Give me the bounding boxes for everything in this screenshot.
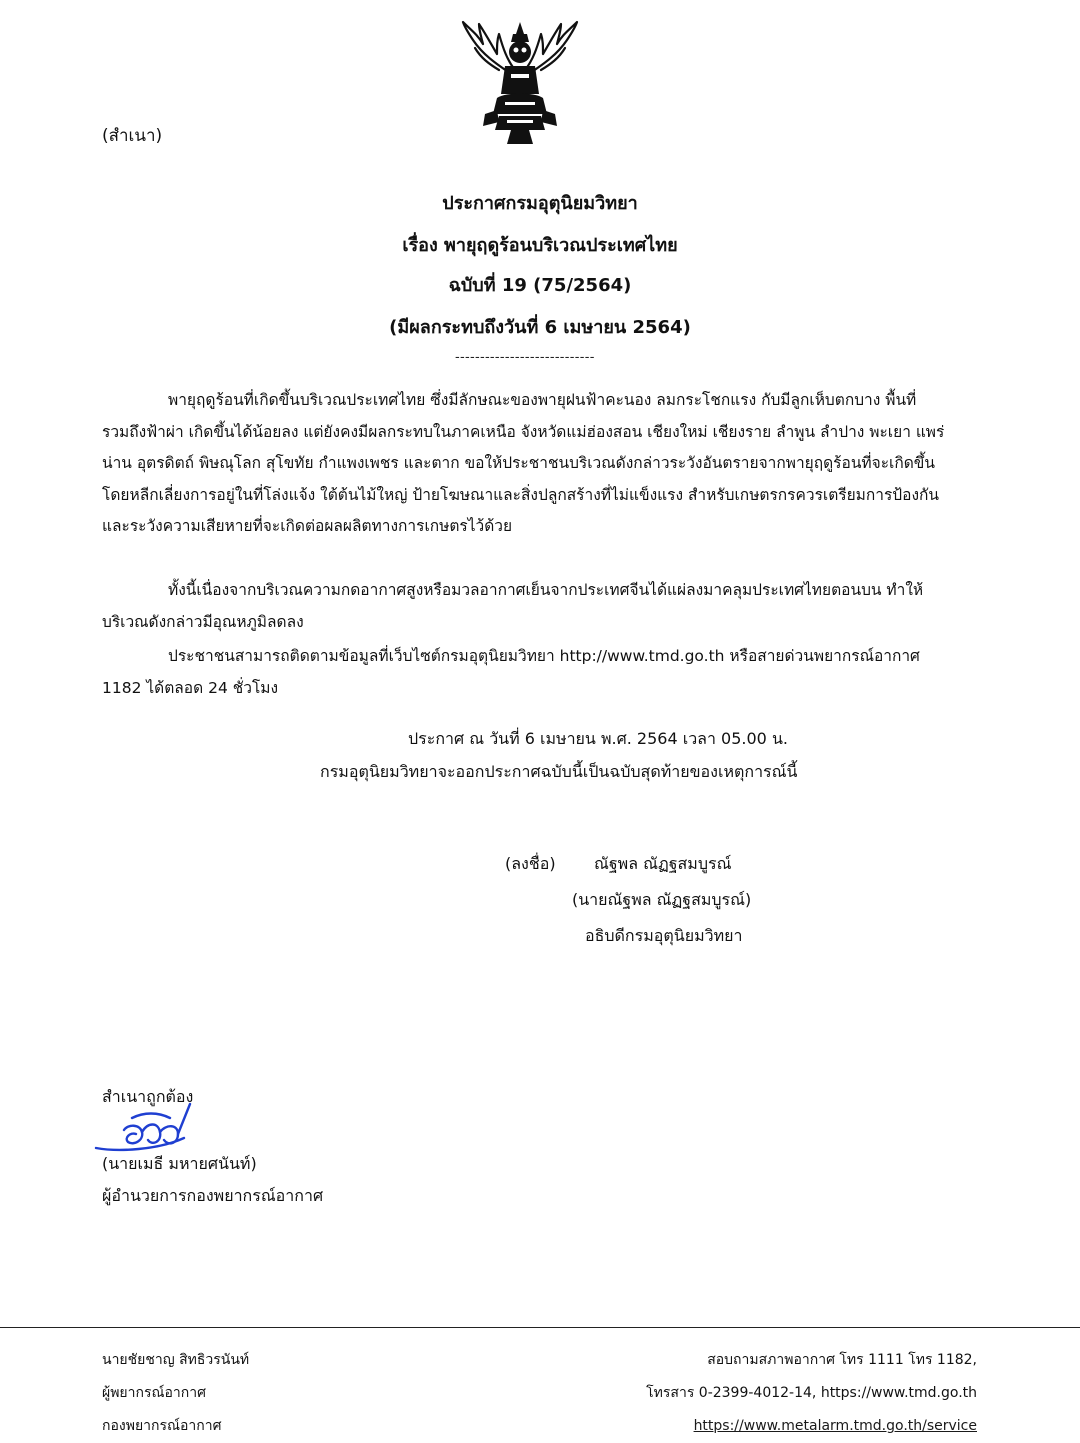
- paragraph-line: น่าน อุตรดิตถ์ พิษณุโลก สุโขทัย กำแพงเพชร และตาก ขอให้ประชาชนบริเวณดังกล่าวระวังอันตรายจากพายุฤดูร้อนที่จะเกิดขึ้น: [102, 454, 935, 472]
- forecaster-name: นายชัยชาญ สิทธิวรนันท์: [102, 1352, 250, 1368]
- footer-contact-block: [646, 1344, 977, 1443]
- footer-forecaster-block: [102, 1344, 249, 1443]
- paragraph-line: 1182 ได้ตลอด 24 ชั่วโมง: [102, 678, 279, 697]
- announcement-title: ประกาศกรมอุตุนิยมวิทยา: [442, 193, 638, 214]
- certifier-position: ผู้อำนวยการกองพยากรณ์อากาศ: [102, 1186, 324, 1205]
- signatory-position: อธิบดีกรมอุตุนิยมวิทยา: [585, 926, 743, 945]
- forecaster-title: ผู้พยากรณ์อากาศ: [102, 1385, 206, 1401]
- paragraph-line: รวมถึงฟ้าผ่า เกิดขึ้นได้น้อยลง แต่ยังคงมีผลกระทบในภาคเหนือ จังหวัดแม่ฮ่องสอน เชียงใหม่ เชียงราย ลำพูน ลำปาง พะเยา แพร่: [102, 422, 945, 441]
- body-paragraph-contact: [102, 641, 978, 704]
- paragraph-line: ประชาชนสามารถติดตามข้อมูลที่เว็บไซต์กรมอุตุนิยมวิทยา http://www.tmd.go.th หรือสายด่วนพยากรณ์อากาศ: [168, 647, 920, 665]
- header-separator: ----------------------------: [455, 350, 595, 365]
- metalarm-service-link[interactable]: https://www.metalarm.tmd.go.th/service: [693, 1418, 977, 1434]
- announcement-datetime: ประกาศ ณ วันที่ 6 เมษายน พ.ศ. 2564 เวลา 05.00 น.: [408, 729, 788, 748]
- paragraph-line: โดยหลีกเลี่ยงการอยู่ในที่โล่งแจ้ง ใต้ต้นไม้ใหญ่ ป้ายโฆษณาและสิ่งปลูกสร้างที่ไม่แข็งแรง สำหรับเกษตรกรควรเตรียมการป้องกัน: [102, 485, 940, 504]
- handwritten-signature-icon: [88, 1100, 198, 1160]
- copy-mark: (สำเนา): [102, 126, 163, 146]
- signature-label: (ลงชื่อ): [505, 854, 556, 873]
- certified-copy-label: สำเนาถูกต้อง: [102, 1087, 194, 1106]
- contact-fax-website: โทรสาร 0-2399-4012-14, https://www.tmd.go.th: [646, 1385, 977, 1401]
- body-paragraph-warning: [102, 385, 978, 543]
- contact-phone: สอบถามสภาพอากาศ โทร 1111 โทร 1182,: [707, 1352, 977, 1368]
- final-issue-note: กรมอุตุนิยมวิทยาจะออกประกาศฉบับนี้เป็นฉบับสุดท้ายของเหตุการณ์นี้: [320, 762, 798, 781]
- certifier-name: (นายเมธี มหายศนันท์): [102, 1154, 257, 1173]
- paragraph-line: ทั้งนี้เนื่องจากบริเวณความกดอากาศสูงหรือมวลอากาศเย็นจากประเทศจีนได้แผ่ลงมาคลุมประเทศไทยตอนบน ทำให้: [168, 581, 924, 599]
- announcement-effective-date: (มีผลกระทบถึงวันที่ 6 เมษายน 2564): [389, 317, 691, 338]
- paragraph-line: พายุฤดูร้อนที่เกิดขึ้นบริเวณประเทศไทย ซึ่งมีลักษณะของพายุฝนฟ้าคะนอง ลมกระโชกแรง กับมีลูกเห็บตกบาง พื้นที่: [168, 391, 917, 409]
- garuda-emblem-icon: [455, 18, 585, 150]
- announcement-issue-number: ฉบับที่ 19 (75/2564): [448, 275, 632, 296]
- body-paragraph-cause: [102, 575, 978, 638]
- footer-divider: [0, 1327, 1080, 1328]
- signatory-name: ณัฐพล ณัฏฐสมบูรณ์: [594, 854, 732, 873]
- announcement-subject: เรื่อง พายุฤดูร้อนบริเวณประเทศไทย: [402, 235, 678, 256]
- paragraph-line: และระวังความเสียหายที่จะเกิดต่อผลผลิตทางการเกษตรไว้ด้วย: [102, 517, 513, 535]
- forecaster-division: กองพยากรณ์อากาศ: [102, 1418, 222, 1434]
- paragraph-line: บริเวณดังกล่าวมีอุณหภูมิลดลง: [102, 612, 304, 631]
- signatory-full-name: (นายณัฐพล ณัฏฐสมบูรณ์): [572, 890, 752, 909]
